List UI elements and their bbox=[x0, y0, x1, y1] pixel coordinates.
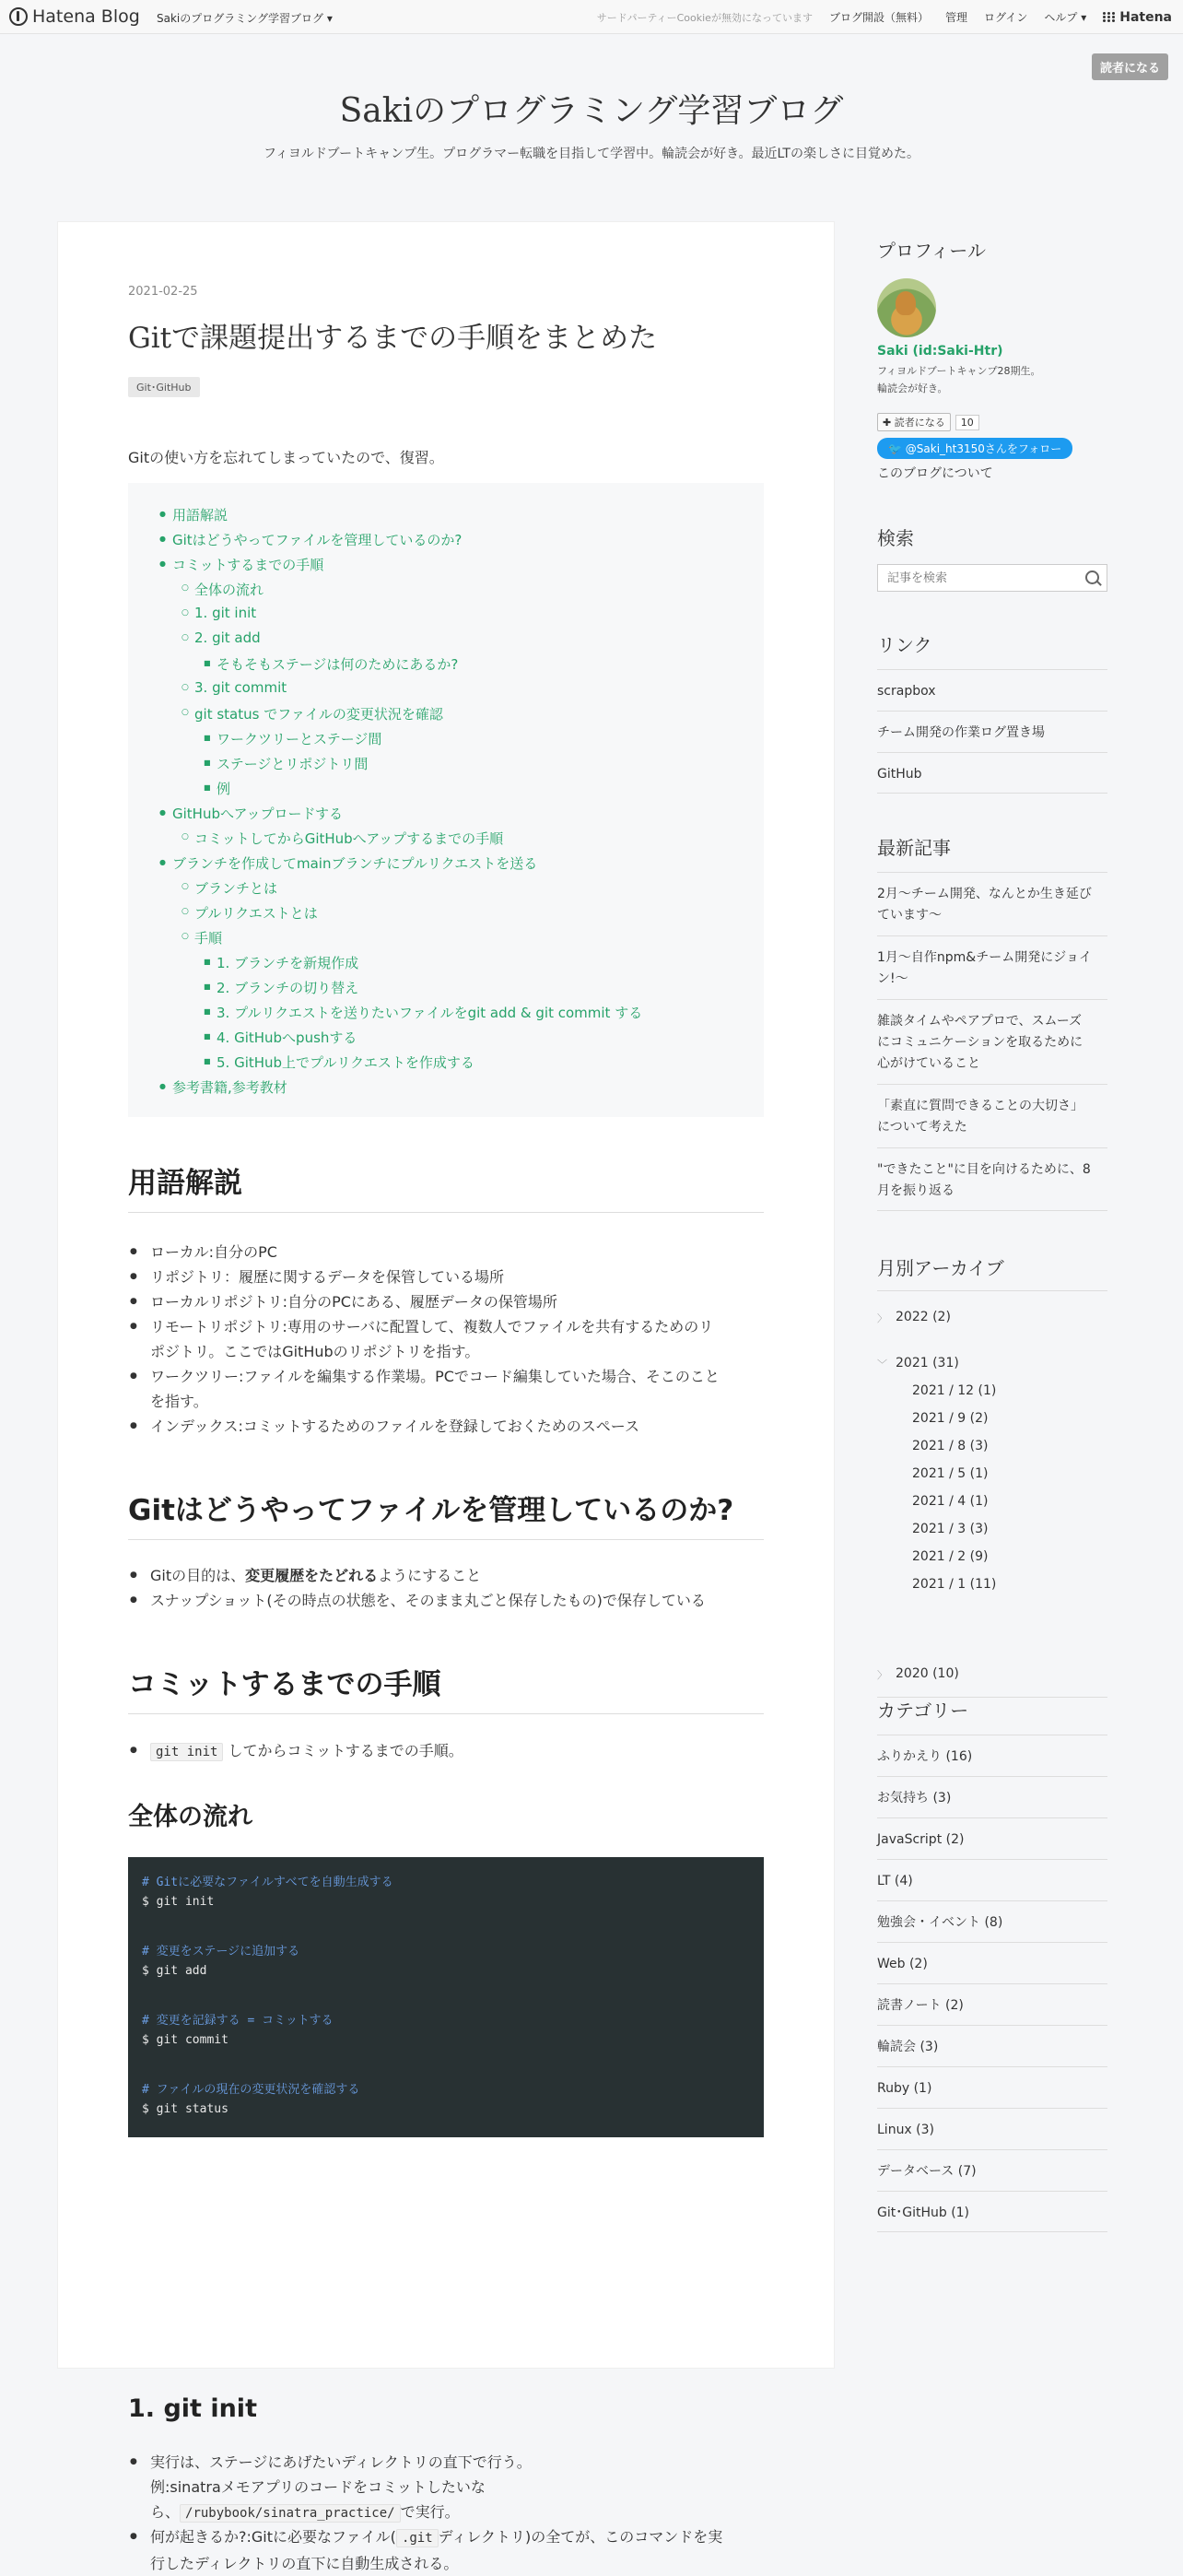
toc-item[interactable]: ○ 手順 bbox=[194, 928, 222, 947]
recent-article-line: にコミュニケーションを取るために bbox=[877, 1035, 1083, 1050]
logo-text: Hatena Blog bbox=[32, 6, 140, 27]
recent-article-link[interactable] bbox=[877, 1084, 1107, 1147]
list-item-line: 例:sinatraメモアプリのコードをコミットしたいな bbox=[150, 2478, 486, 2496]
section-heading-terms: 用語解説 bbox=[128, 1159, 764, 1213]
archive-month[interactable]: 2021 / 8 (3) bbox=[912, 1439, 989, 1453]
list-item-line: 行したディレクトリの直下に自動生成される。 bbox=[150, 2555, 459, 2572]
entry-date[interactable]: 2021-02-25 bbox=[128, 285, 198, 299]
toc-item[interactable]: ■ 3. プルリクエストを送りたいファイルをgit add & git commit する bbox=[217, 1003, 642, 1022]
twitter-follow-button[interactable] bbox=[877, 438, 1072, 459]
global-header bbox=[0, 0, 1183, 34]
toc-item[interactable]: ○ 3. git commit bbox=[194, 679, 287, 696]
code-command-line: $ git commit bbox=[142, 2033, 228, 2047]
toc-item[interactable]: ○ 全体の流れ bbox=[194, 580, 264, 599]
archive-month[interactable]: 2021 / 9 (2) bbox=[912, 1411, 989, 1426]
list-item: ● ローカルリポジトリ:自分のPCにある、履歴データの保管場所 bbox=[128, 1289, 758, 1314]
code-command-line: $ git init bbox=[142, 1895, 215, 1909]
section-heading-git-management: Gitはどうやってファイルを管理しているのか? bbox=[128, 1487, 764, 1540]
list-item-line: ポジトリ。ここではGitHubのリポジトリを指す。 bbox=[150, 1343, 480, 1360]
recent-article-line: 雑談タイムやペアプロで、スムーズ bbox=[877, 1014, 1083, 1029]
category-tag[interactable]: Git･GitHub bbox=[128, 377, 200, 397]
recent-article-line: について考えた bbox=[877, 1120, 967, 1135]
archive-year-2020[interactable]: 2020 (10) bbox=[896, 1666, 959, 1681]
archive-list bbox=[877, 1290, 1107, 1698]
recent-article-link[interactable] bbox=[877, 935, 1107, 999]
list-item bbox=[128, 1364, 758, 1414]
code-comment-line: # ファイルの現在の変更状況を確認する bbox=[142, 2083, 360, 2097]
list-item: ● スナップショット(その時点の状態を、そのまま丸ごと保存したもの)で保存している bbox=[128, 1588, 758, 1613]
open-blog-link[interactable]: ブログ開設（無料） bbox=[828, 11, 929, 24]
recent-article-link[interactable] bbox=[877, 999, 1107, 1084]
toc-item[interactable]: ● コミットするまでの手順 bbox=[172, 555, 323, 574]
toc-item[interactable]: ● ブランチを作成してmainブランチにプルリクエストを送る bbox=[172, 853, 537, 873]
chevron-right-icon[interactable]: 〉 bbox=[877, 1312, 887, 1324]
profile-name-link[interactable]: Saki (id:Saki-Htr) bbox=[877, 344, 1003, 359]
archive-month[interactable]: 2021 / 3 (3) bbox=[912, 1522, 989, 1536]
hatena-label: Hatena bbox=[1119, 9, 1172, 25]
profile-desc-line: フィヨルドブートキャンプ28期生。 bbox=[877, 365, 1041, 377]
manage-link[interactable]: 管理 bbox=[944, 11, 967, 24]
archive-month[interactable]: 2021 / 1 (11) bbox=[912, 1577, 997, 1592]
login-link[interactable]: ログイン bbox=[983, 11, 1028, 24]
inline-code: /rubybook/sinatra_practice/ bbox=[180, 2504, 401, 2523]
code-command-line: $ git add bbox=[142, 1964, 207, 1978]
list-item-line: リモートリポジトリ:専用のサーバに配置して、複数人でファイルを共有するためのリ bbox=[150, 1318, 714, 1335]
about-blog-link[interactable]: このブログについて bbox=[877, 466, 993, 481]
code-comment-line: # 変更を記録する = コミットする bbox=[142, 2014, 334, 2028]
subscribe-button[interactable]: 読者になる bbox=[1092, 53, 1168, 80]
profile-description bbox=[877, 362, 1098, 397]
hatena-menu[interactable] bbox=[1103, 10, 1172, 25]
toc-item[interactable]: ○ 2. git add bbox=[194, 629, 261, 646]
chevron-down-icon[interactable]: ﹀ bbox=[877, 1359, 887, 1370]
list-item-post: ようにすること bbox=[378, 1567, 482, 1584]
category-link[interactable]: Ruby (1) bbox=[877, 2066, 1107, 2108]
category-link[interactable]: 読書ノート (2) bbox=[877, 1983, 1107, 2025]
section-heading-git-init: 1. git init bbox=[128, 2394, 257, 2423]
table-of-contents bbox=[128, 483, 764, 1117]
category-link[interactable]: 勉強会・イベント (8) bbox=[877, 1900, 1107, 1942]
category-link[interactable]: Web (2) bbox=[877, 1942, 1107, 1983]
list-item-line: ワークツリー:ファイルを編集する作業場。PCでコード編集していた場合、そこのこと bbox=[150, 1368, 720, 1385]
archive-year-2021[interactable]: 2021 (31) bbox=[896, 1356, 959, 1370]
intro-text: Gitの使い方を忘れてしまっていたので、復習。 bbox=[128, 449, 444, 466]
hatena-dots-icon bbox=[1103, 12, 1116, 22]
search-heading: 検索 bbox=[877, 527, 914, 549]
inline-code: git init bbox=[150, 1743, 223, 1761]
links-list bbox=[877, 669, 1107, 794]
toc-item[interactable]: ■ 4. GitHubへpushする bbox=[217, 1028, 357, 1047]
subscribe-small-label: 読者になる bbox=[894, 417, 945, 429]
recent-article-line: ン!〜 bbox=[877, 971, 908, 986]
recent-article-line: 1月〜自作npm&チーム開発にジョイ bbox=[877, 950, 1092, 965]
avatar[interactable] bbox=[877, 278, 936, 337]
list-item-pre: Gitの目的は、 bbox=[150, 1567, 246, 1584]
list-item bbox=[128, 2450, 758, 2526]
subscriber-count: 10 bbox=[955, 415, 979, 430]
list-item-line: を指す。 bbox=[150, 1393, 208, 1410]
archive-month[interactable]: 2021 / 4 (1) bbox=[912, 1494, 989, 1509]
toc-item[interactable]: ■ 1. ブランチを新規作成 bbox=[217, 953, 358, 972]
toc-item[interactable]: ● GitHubへアップロードする bbox=[172, 804, 343, 823]
list-item bbox=[128, 2524, 758, 2576]
toc-item[interactable]: ○ ブランチとは bbox=[194, 878, 277, 898]
category-link[interactable]: JavaScript (2) bbox=[877, 1817, 1107, 1859]
profile-desc-line: 輪読会が好き。 bbox=[877, 382, 948, 394]
hatena-blog-logo-icon bbox=[9, 7, 28, 26]
toc-item[interactable]: ○ プルリクエストとは bbox=[194, 903, 318, 923]
toc-item[interactable]: ■ 例 bbox=[217, 779, 230, 798]
code-command-line: $ git status bbox=[142, 2102, 228, 2116]
toc-item[interactable]: ■ ステージとリポジトリ間 bbox=[217, 754, 368, 773]
subscribe-widget bbox=[877, 413, 979, 431]
category-link[interactable]: データベース (7) bbox=[877, 2149, 1107, 2191]
section-heading-commit-steps: コミットするまでの手順 bbox=[128, 1661, 764, 1714]
list-item-line: ディレクトリ)の全てが、このコマンドを実 bbox=[438, 2528, 723, 2546]
subscribe-small-button[interactable]: ✚ 読者になる bbox=[877, 413, 951, 431]
toc-item[interactable]: ● Gitはどうやってファイルを管理しているのか? bbox=[172, 530, 462, 549]
help-dropdown[interactable]: ヘルプ ▾ bbox=[1044, 11, 1087, 24]
recent-heading: 最新記事 bbox=[877, 837, 951, 859]
search-box bbox=[877, 564, 1107, 592]
category-link[interactable]: Linux (3) bbox=[877, 2108, 1107, 2149]
toc-item[interactable]: ■ ワークツリーとステージ間 bbox=[217, 729, 381, 748]
toc-item[interactable]: ○ 1. git init bbox=[194, 605, 256, 621]
list-item: ● インデックス:コミットするためのファイルを登録しておくためのスペース bbox=[128, 1414, 758, 1439]
category-link[interactable]: お気持ち (3) bbox=[877, 1776, 1107, 1817]
recent-article-line: "できたこと"に目を向けるために、8 bbox=[877, 1162, 1091, 1177]
list-item-line: で実行。 bbox=[400, 2503, 460, 2521]
recent-article-line: ています〜 bbox=[877, 908, 942, 923]
recent-article-line: 心がけていること bbox=[877, 1056, 980, 1071]
list-item-line: ら、 bbox=[150, 2503, 181, 2521]
sidebar-link[interactable]: チーム開発の作業ログ置き場 bbox=[877, 711, 1107, 752]
entry-title[interactable]: Gitで課題提出するまでの手順をまとめた bbox=[128, 322, 658, 355]
cookie-notice: サードパーティーCookieが無効になっています bbox=[596, 11, 813, 24]
category-link[interactable]: LT (4) bbox=[877, 1859, 1107, 1900]
blog-title[interactable]: Sakiのプログラミング学習ブログ bbox=[339, 92, 844, 130]
toc-item[interactable]: ○ コミットしてからGitHubへアップするまでの手順 bbox=[194, 829, 503, 848]
chevron-right-icon[interactable]: 〉 bbox=[877, 1669, 887, 1681]
sidebar-link[interactable]: GitHub bbox=[877, 752, 1107, 794]
links-heading: リンク bbox=[877, 634, 932, 656]
toc-item[interactable]: ■ 5. GitHub上でプルリクエストを作成する bbox=[217, 1053, 474, 1072]
category-list bbox=[877, 1735, 1107, 2232]
blog-description: フィヨルドブートキャンプ生。プログラマー転職を目指して学習中。輪読会が好き。最近LTの楽しさに目覚めた。 bbox=[264, 147, 919, 161]
category-link[interactable]: 輪読会 (3) bbox=[877, 2025, 1107, 2066]
list-item-line: 実行は、ステージにあげたいディレクトリの直下で行う。 bbox=[150, 2453, 532, 2471]
list-item-line: 何が起きるか?:Gitに必要なファイル( bbox=[150, 2528, 396, 2546]
list-item: ● ローカル:自分のPC bbox=[128, 1240, 758, 1264]
twitter-follow-label: @Saki_ht3150さんをフォロー bbox=[905, 442, 1062, 455]
list-item bbox=[128, 1314, 758, 1364]
recent-article-line: 月を振り返る bbox=[877, 1183, 955, 1198]
search-icon[interactable] bbox=[1085, 570, 1099, 584]
code-block bbox=[128, 1857, 764, 2137]
section-heading-overview: 全体の流れ bbox=[128, 1803, 252, 1831]
sidebar-link[interactable]: scrapbox bbox=[877, 669, 1107, 711]
code-comment-line: # Gitに必要なファイルすべてを自動生成する bbox=[142, 1876, 393, 1889]
recent-article-link[interactable] bbox=[877, 872, 1107, 935]
toc-item[interactable]: ○ git status でファイルの変更状況を確認 bbox=[194, 704, 443, 723]
archive-month[interactable]: 2021 / 5 (1) bbox=[912, 1466, 989, 1481]
category-heading: カテゴリー bbox=[877, 1700, 969, 1722]
list-item-bold: 変更履歴をたどれる bbox=[245, 1567, 379, 1584]
toc-item[interactable]: ■ 2. ブランチの切り替え bbox=[217, 978, 358, 997]
recent-article-line: 2月〜チーム開発、なんとか生き延び bbox=[877, 887, 1092, 901]
recent-article-line: 「素直に質問できることの大切さ」 bbox=[877, 1099, 1083, 1113]
article-container bbox=[57, 221, 835, 2572]
twitter-bird-icon: 🐦 bbox=[888, 442, 902, 455]
code-comment-line: # 変更をステージに追加する bbox=[142, 1945, 300, 1958]
archive-year-2022[interactable]: 2022 (2) bbox=[896, 1310, 951, 1324]
archive-month[interactable]: 2021 / 12 (1) bbox=[912, 1383, 997, 1398]
list-item bbox=[128, 1563, 758, 1588]
archive-month[interactable]: 2021 / 2 (9) bbox=[912, 1549, 989, 1564]
profile-heading: プロフィール bbox=[877, 240, 986, 262]
hatena-blog-logo[interactable] bbox=[9, 6, 140, 27]
category-link[interactable]: Git･GitHub (1) bbox=[877, 2191, 1107, 2232]
list-item: ● リポジトリ：履歴に関するデータを保管している場所 bbox=[128, 1264, 758, 1289]
blog-menu-dropdown[interactable]: Sakiのプログラミング学習ブログ ▾ bbox=[157, 12, 333, 25]
recent-article-link[interactable] bbox=[877, 1147, 1107, 1211]
archive-heading: 月別アーカイブ bbox=[877, 1257, 1004, 1279]
toc-item[interactable]: ● 用語解説 bbox=[172, 505, 228, 524]
category-link[interactable]: ふりかえり (16) bbox=[877, 1735, 1107, 1776]
recent-list bbox=[877, 872, 1107, 1211]
toc-item[interactable]: ● 参考書籍,参考教材 bbox=[172, 1077, 287, 1097]
list-item bbox=[128, 1738, 758, 1765]
list-item-text: してからコミットするまでの手順。 bbox=[228, 1742, 463, 1759]
toc-item[interactable]: ■ そもそもステージは何のためにあるか? bbox=[217, 654, 458, 674]
inline-code: .git bbox=[396, 2529, 439, 2547]
search-input[interactable] bbox=[885, 565, 1083, 591]
